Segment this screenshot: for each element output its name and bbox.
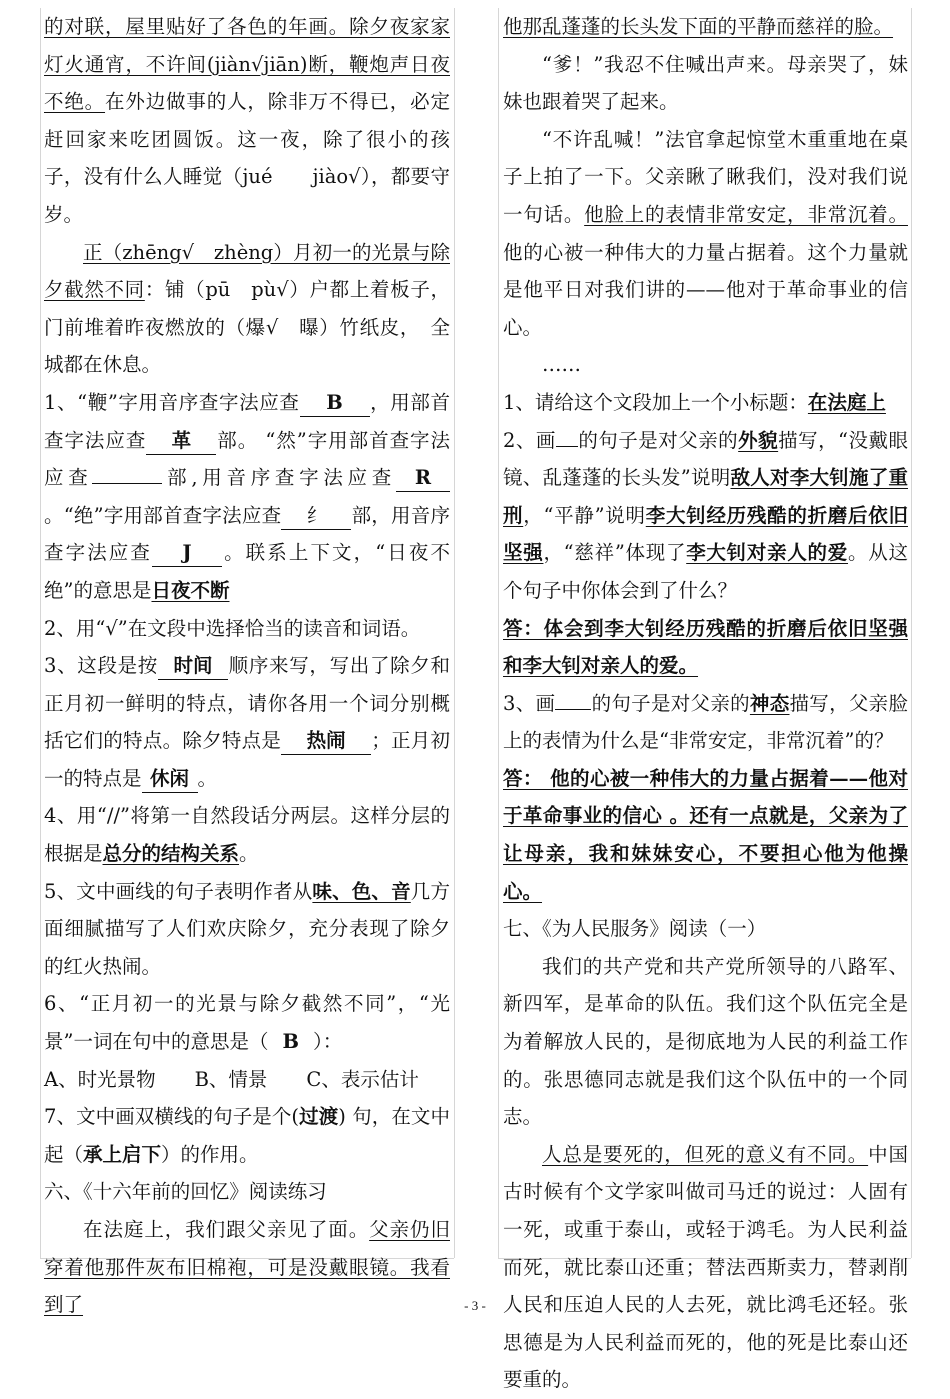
passage-text: “不许乱喊！”法官拿起惊堂木重重地在桌子上拍了一下。父亲瞅了瞅我们，没对我们说一句话。 [503,127,908,226]
question-1 [44,384,450,610]
answer-text: 承上启下 [83,1142,162,1166]
passage-paragraph [44,8,450,234]
answer-blank [555,709,591,710]
passage-text: 他的心被一种伟大的力量占据着。这个力量就是他平日对我们讲的——他对于革命事业的信心。 [503,240,908,339]
question-text: 。联系上下文，“日夜不绝”的意思是 [44,541,450,602]
question-text: 部,用音序查字法应查 [162,466,396,490]
left-column-border-left [40,8,41,1258]
answer-text: 敌人对李大钊施了重刑 [503,466,908,527]
question-2 [503,422,908,610]
answer-blank: B [300,390,370,417]
question-4 [44,797,450,872]
passage-paragraph [503,121,908,347]
question-5 [44,873,450,986]
question-1 [503,384,908,422]
left-column [44,8,450,1317]
question-text: 的句子是对父亲的 [591,691,750,715]
answer-blank [92,483,162,484]
question-text: ，“平静”说明 [523,503,646,527]
passage-text: 在法庭上，我们跟父亲见了面。 [83,1218,370,1241]
question-text: ，“慈祥”体现了 [543,541,687,565]
question-2: 2、用“√”在文段中选择恰当的读音和词语。 [44,616,421,640]
question-text: 1、请给这个文段加上一个小标题： [503,390,808,414]
right-column [503,8,908,1392]
question-text: ，用部首查字法应查 [44,390,450,452]
question-text: 顺序来写，写出了除夕和正月初一鲜明的特点，请你各用一个词分别概括它们的特点。除夕特点是 [44,654,450,753]
question-text: ) 句，在文中起（ [44,1105,450,1166]
question-text: 。从这个句子中你体会到了什么？ [503,541,908,602]
passage-text: 在外边做事的人，除非万不得已，必定赶回家来吃团圆饭。这一夜，除了很小的孩子，没有什么人睡觉（jué jiào√），都要守岁。 [44,90,450,226]
passage-text: 中国古时候有个文学家叫做司马迁的说过：人固有一死，或重于泰山，或轻于鸿毛。为人民利益而死，就比泰山还重；替法西斯卖力，替剥削人民和压迫人民的人去死，就比鸿毛还轻。张思德是为人民利益而死的，他的死是比泰山还要重的。 [503,1142,908,1392]
passage-continued [503,8,908,46]
answer-text: 李大钊对亲人的爱 [686,541,849,565]
question-text: 4、用“//”将第一自然段话分两层。这样分层的根据是 [44,804,450,866]
question-text: 部。 “然”字用部首查字法应查 [44,428,450,490]
answer-text: 李大钊经历残酷的折磨后依旧坚强 [503,503,908,565]
page-number: - 3 - [464,1298,486,1313]
question-text: 。 [239,842,259,866]
answer-text: 总分的结构关系 [102,842,240,866]
ellipsis: …… [542,353,581,377]
answer-text: 味、色、音 [312,879,411,903]
question-2-answer: 答：体会到李大钊经历残酷的折磨后依旧坚强和李大钊对亲人的爱。 [503,616,908,678]
question-text: 1、“鞭”字用音序查字法应查 [44,390,300,414]
answer-blank: 休闲 [142,766,198,793]
section-6-title: 六、《十六年前的回忆》阅读练习 [44,1180,327,1204]
question-3 [503,685,908,760]
answer-blank: 时间 [158,653,228,680]
question-text: ）的作用。 [161,1142,259,1166]
answer-text: 过渡 [299,1105,339,1129]
answer-text: 日夜不断 [151,578,230,602]
answer-blank: J [152,540,222,567]
question-text: ；正月初一的特点是 [44,729,450,790]
question-text: 。 [197,766,218,790]
section-7-paragraph-2 [503,1136,908,1399]
question-3 [44,647,450,797]
underlined-sentence: 人总是要死的，但死的意义有不同。 [542,1142,869,1166]
answer-blank: R [396,465,450,492]
question-text: 。“绝”字用部首查字法应查 [44,503,282,527]
question-6 [44,985,450,1060]
left-column-border-right [454,8,455,1258]
right-column-border-right [911,8,912,1258]
answer-text: 神态 [749,691,790,715]
question-6-options: A、时光景物 B、情景 C、表示估计 [44,1067,419,1091]
question-text: 描写，“没戴眼镜、乱蓬蓬的长头发”说明 [503,428,908,490]
passage-text: ：铺（pū pù√）户都上着板子，门前堆着昨夜燃放的（爆√ 曝）竹纸皮， 全城都在休息。 [44,278,450,377]
passage-paragraph-2 [44,234,450,384]
underlined-sentence: 父亲仍旧穿着他那件灰布旧棉袍，可是没戴眼镜。我看到了 [44,1218,450,1317]
answer-blank: 热闹 [281,728,371,755]
question-text: ）： [312,1030,343,1054]
question-7 [44,1098,450,1173]
answer-blank: 纟 [281,503,351,530]
passage-paragraph: “爹！”我忍不住喊出声来。母亲哭了，妹妹也跟着哭了起来。 [503,52,908,114]
answer-text: 外貌 [738,428,779,452]
question-text: 2、画 [503,428,556,452]
section-7-paragraph-1: 我们的共产党和共产党所领导的八路军、新四军，是革命的队伍。我们这个队伍完全是为着解放人民的，是彻底地为人民的利益工作的。张思德同志就是我们这个队伍中的一个同志。 [503,954,908,1129]
double-underlined-sentence: 正（zhēng√ zhèng）月初一的光景与除夕截然不同 [44,240,450,302]
question-text: 3、画 [503,691,556,715]
section-7-title: 七、《为人民服务》阅读（一） [503,917,767,941]
underlined-sentence: 他那乱蓬蓬的长头发下面的平静而慈祥的脸。 [503,15,894,38]
question-text: 6、“正月初一的光景与除夕截然不同”，“光景”一词在句中的意思是（ [44,992,450,1054]
question-text: 部，用音序查字法应查 [44,503,450,565]
passage-underlined-text: 的对联，屋里贴好了各色的年画。除夕夜家家灯火通宵，不许间(jiàn√jiān)断，鞭炮声日夜不绝。 [44,15,450,114]
question-text: 5、文中画线的句子表明作者从 [44,879,313,903]
question-text: 的句子是对父亲的 [577,428,739,452]
question-text: 描写，父亲脸上的表情为什么是“非常安定，非常沉着”的？ [503,691,908,753]
answer-blank: 革 [146,428,216,455]
answer-text: 在法庭上 [807,390,886,414]
answer-text: B [282,1030,299,1054]
question-text: 7、文中画双横线的句子是个( [44,1105,300,1129]
answer-blank [556,446,578,447]
underlined-sentence: 他脸上的表情非常安定，非常沉着。 [584,202,908,226]
question-3-answer: 答： 他的心被一种伟大的力量占据着——他对于革命事业的信心 。还有一点就是，父亲为了让母亲，我和妹妹安心，不要担心他为他操心。 [503,766,908,903]
question-text: 3、这段是按 [44,654,158,678]
right-column-border-left [498,8,499,1258]
question-text: 几方面细腻描写了人们欢庆除夕，充分表现了除夕的红火热闹。 [44,879,450,978]
